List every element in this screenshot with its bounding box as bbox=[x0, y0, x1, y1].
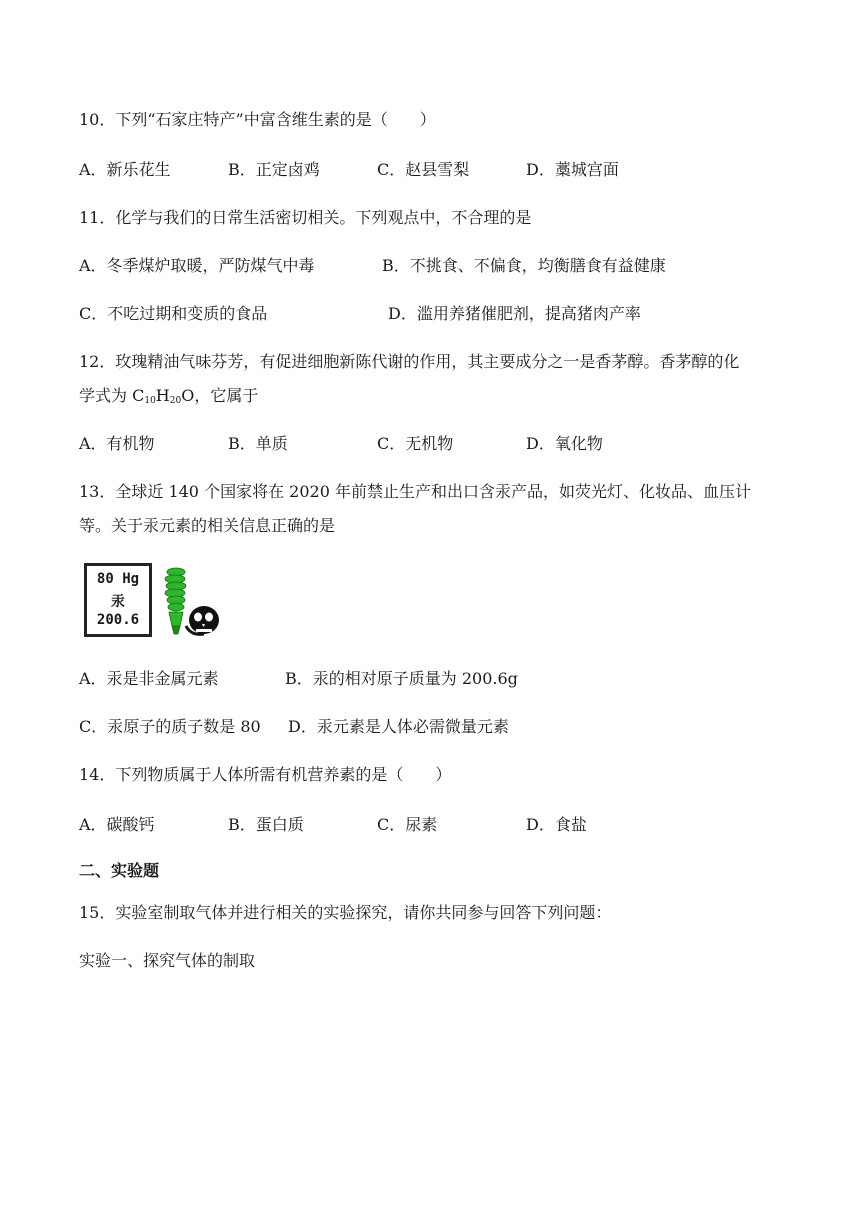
q11-option-b: B．不挑食、不偏食，均衡膳食有益健康 bbox=[382, 256, 666, 275]
q10-option-b: B．正定卤鸡 bbox=[228, 160, 320, 179]
q12-stem-prefix: 学式为 C bbox=[79, 386, 145, 405]
q15-sub1: 实验一、探究气体的制取 bbox=[79, 951, 256, 970]
q10-option-c: C．赵县雪梨 bbox=[377, 160, 470, 179]
q12-option-d: D．氧化物 bbox=[526, 434, 603, 453]
q14-option-a: A．碳酸钙 bbox=[79, 815, 155, 834]
element-mass: 200.6 bbox=[96, 612, 140, 628]
q14-stem: 14．下列物质属于人体所需有机营养素的是（ ） bbox=[79, 765, 452, 784]
formula-sub-10: 10 bbox=[144, 396, 156, 406]
element-name: 汞 bbox=[111, 594, 125, 610]
element-number-symbol: 80 Hg bbox=[96, 571, 140, 587]
q12-stem-line1: 12．玫瑰精油气味芬芳，有促进细胞新陈代谢的作用，其主要成分之一是香茅醇。香茅醇的化 bbox=[79, 352, 740, 371]
q13-option-d: D．汞元素是人体必需微量元素 bbox=[288, 717, 509, 736]
q10-stem: 10．下列“石家庄特产”中富含维生素的是（ ） bbox=[79, 110, 436, 129]
q13-stem-line1: 13．全球近 140 个国家将在 2020 年前禁止生产和出口含汞产品，如荧光灯、化妆品、血压计 bbox=[79, 482, 751, 501]
q14-option-c: C．尿素 bbox=[377, 815, 438, 834]
q13-option-b: B．汞的相对原子质量为 200.6g bbox=[285, 669, 518, 688]
q15-stem: 15．实验室制取气体并进行相关的实验探究，请你共同参与回答下列问题： bbox=[79, 903, 612, 922]
q10-option-a: A．新乐花生 bbox=[79, 160, 171, 179]
q12-stem-suffix: O，它属于 bbox=[181, 386, 259, 405]
q12-stem-line2 bbox=[79, 386, 258, 411]
q10-option-d: D．藁城宫面 bbox=[526, 160, 619, 179]
q12-option-b: B．单质 bbox=[228, 434, 288, 453]
q11-option-a: A．冬季煤炉取暖，严防煤气中毒 bbox=[79, 256, 315, 275]
q11-option-c: C．不吃过期和变质的食品 bbox=[79, 304, 268, 323]
q13-option-a: A．汞是非金属元素 bbox=[79, 669, 219, 688]
q13-option-c: C．汞原子的质子数是 80 bbox=[79, 717, 261, 736]
q11-stem: 11．化学与我们的日常生活密切相关。下列观点中，不合理的是 bbox=[79, 208, 532, 227]
fluorescent-lamp-skull-icon bbox=[158, 566, 224, 640]
formula-sub-20: 20 bbox=[169, 396, 182, 406]
formula-h: H bbox=[155, 386, 170, 405]
q12-option-a: A．有机物 bbox=[79, 434, 155, 453]
q11-option-d: D．滥用养猪催肥剂，提高猪肉产率 bbox=[388, 304, 641, 323]
mercury-element-card bbox=[84, 563, 152, 637]
q12-option-c: C．无机物 bbox=[377, 434, 454, 453]
q13-stem-line2: 等。关于汞元素的相关信息正确的是 bbox=[79, 516, 336, 535]
q14-option-b: B．蛋白质 bbox=[228, 815, 304, 834]
q14-option-d: D．食盐 bbox=[526, 815, 587, 834]
section-title-experiment: 二、实验题 bbox=[79, 861, 160, 880]
